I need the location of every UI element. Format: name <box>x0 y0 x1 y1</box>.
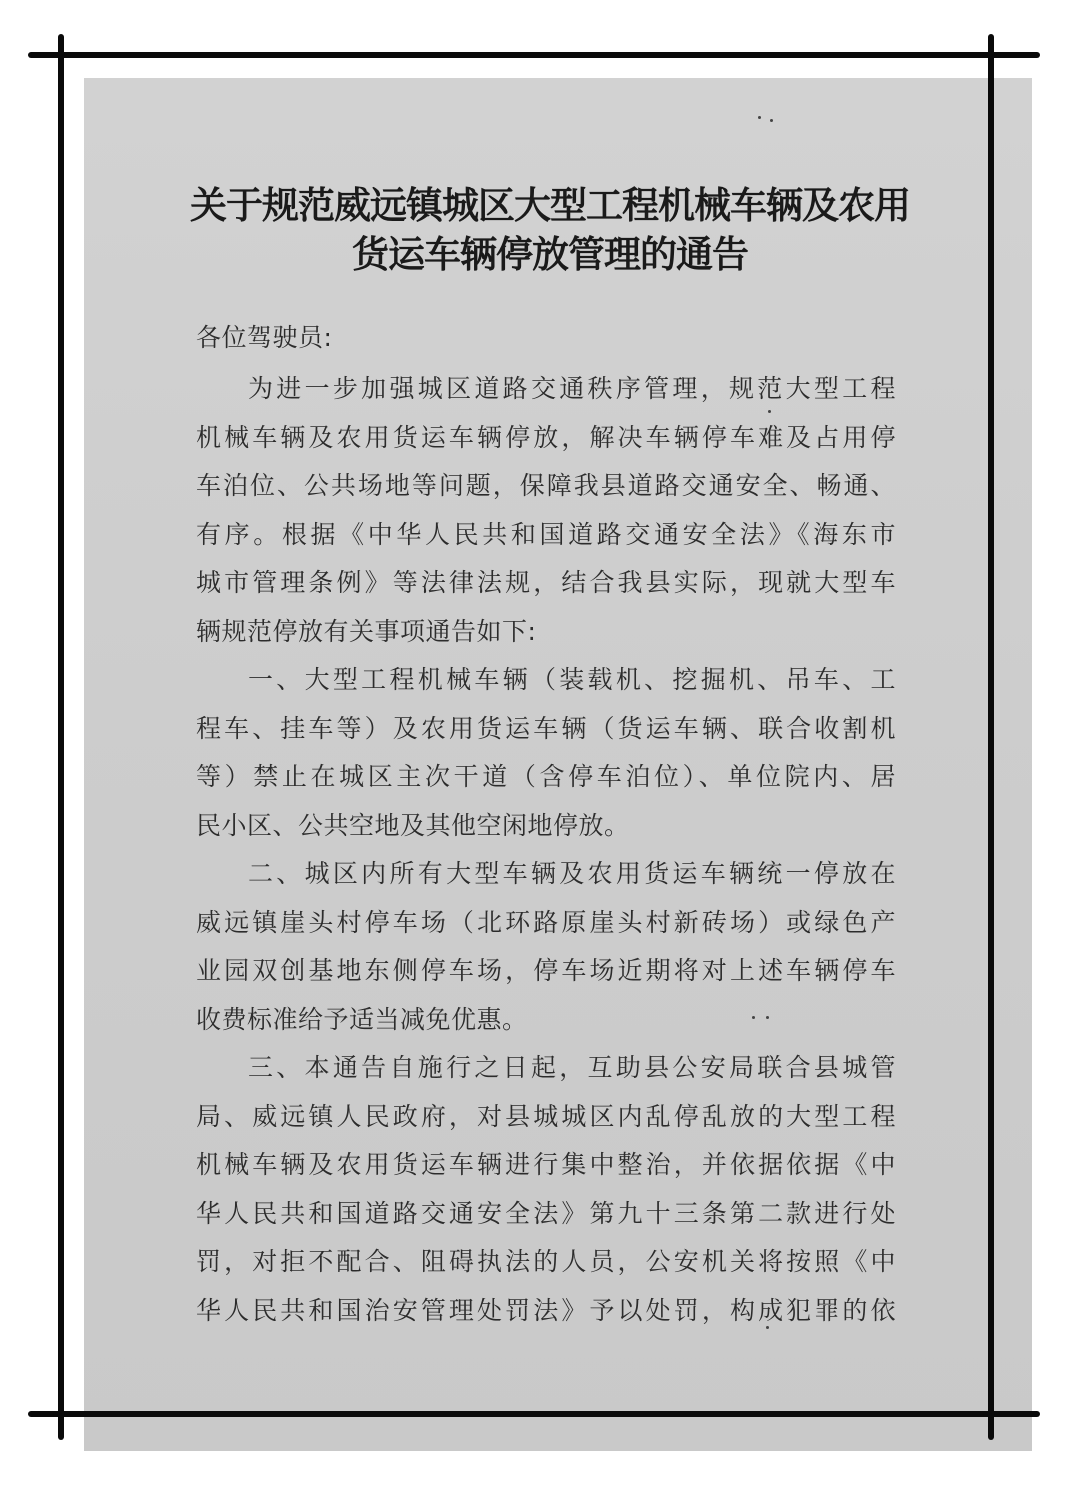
paragraph-3-line: 业园双创基地东侧停车场，停车场近期将对上述车辆停车 <box>196 956 896 985</box>
paragraph-1-line: 城市管理条例》等法律法规，结合我县实际，现就大型车 <box>196 568 896 597</box>
paragraph-2-line: 民小区、公共空地及其他空闲地停放。 <box>196 810 630 840</box>
paragraph-3-line: 二、城区内所有大型车辆及农用货运车辆统一停放在 <box>248 859 896 888</box>
paragraph-4-line: 华人民共和国治安管理处罚法》予以处罚，构成犯罪的依 <box>196 1295 896 1325</box>
paragraph-4-line: 机械车辆及农用货运车辆进行集中整治，并依据依据《中 <box>196 1150 896 1179</box>
paper-speck <box>766 1016 769 1019</box>
paragraph-3-line: 威远镇崖头村停车场（北环路原崖头村新砖场）或绿色产 <box>196 907 896 937</box>
paragraph-1-line: 车泊位、公共场地等问题，保障我县道路交通安全、畅通、 <box>196 471 896 500</box>
paragraph-4-line: 三、本通告自施行之日起，互助县公安局联合县城管 <box>248 1053 896 1082</box>
paragraph-3-line: 收费标准给予适当减免优惠。 <box>196 1004 528 1034</box>
paper-speck <box>752 1016 755 1019</box>
document-title-line-2: 货运车辆停放管理的通告 <box>352 232 748 276</box>
paragraph-2-line: 一、大型工程机械车辆（装载机、挖掘机、吊车、工 <box>248 665 896 694</box>
paragraph-1-line: 为进一步加强城区道路交通秩序管理，规范大型工程 <box>248 374 896 403</box>
document-body <box>196 314 896 1335</box>
paragraph-1-line: 机械车辆及农用货运车辆停放，解决车辆停车难及占用停 <box>196 422 896 452</box>
paper-speck <box>768 410 771 413</box>
paragraph-4-line: 局、威远镇人民政府，对县城城区内乱停乱放的大型工程 <box>196 1101 896 1131</box>
salutation: 各位驾驶员: <box>196 323 333 352</box>
paper-speck <box>770 119 773 122</box>
paper-speck <box>766 1326 769 1329</box>
frame-left-line <box>58 34 64 1440</box>
paragraph-1-line: 有序。根据《中华人民共和国道路交通安全法》《海东市 <box>196 519 896 549</box>
paragraph-2-line: 程车、挂车等）及农用货运车辆（货运车辆、联合收割机 <box>196 713 896 743</box>
paragraph-4-line: 华人民共和国道路交通安全法》第九十三条第二款进行处 <box>196 1198 896 1228</box>
document-title-line-1: 关于规范威远镇城区大型工程机械车辆及农用 <box>190 183 910 227</box>
paragraph-2-line: 等）禁止在城区主次干道（含停车泊位）、单位院内、居 <box>196 762 896 791</box>
frame-right-line <box>988 34 994 1440</box>
frame-top-line <box>28 52 1040 58</box>
paper-speck <box>758 116 761 119</box>
paragraph-4-line: 罚，对拒不配合、阻碍执法的人员，公安机关将按照《中 <box>196 1247 896 1276</box>
paragraph-1-line: 辆规范停放有关事项通告如下: <box>196 616 537 646</box>
frame-bottom-line <box>28 1411 1040 1417</box>
